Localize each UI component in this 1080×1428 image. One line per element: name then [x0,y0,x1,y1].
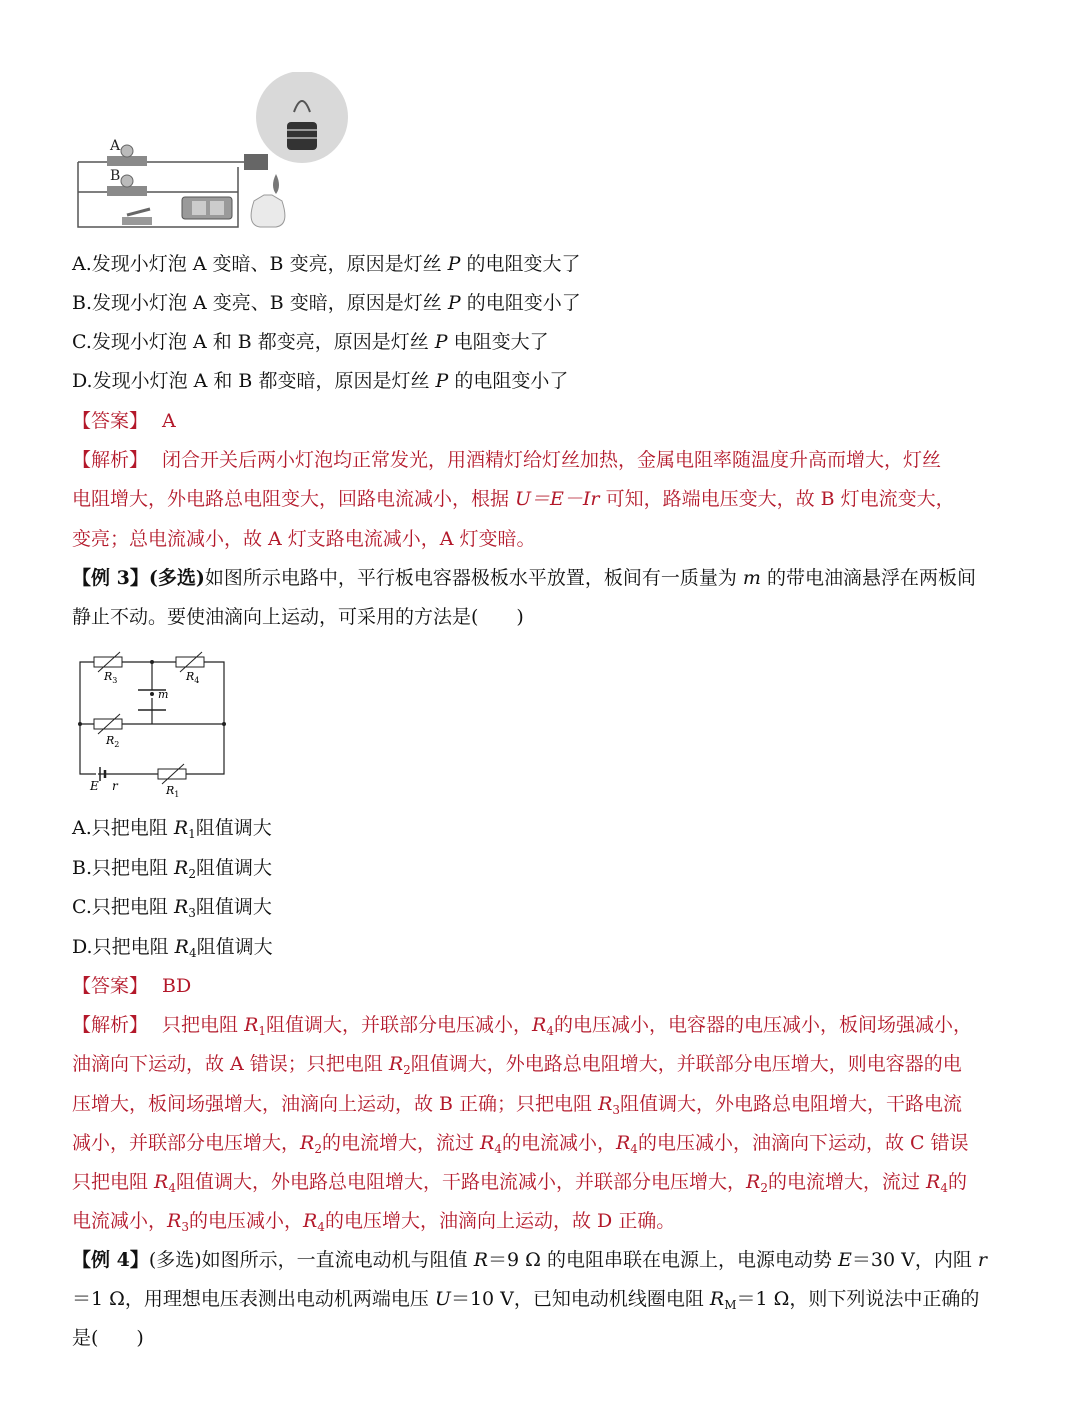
var-r: R [598,1093,613,1115]
subscript: 2 [314,1142,322,1156]
option-text: 的电阻变大了 [460,253,581,275]
option-text: C.发现小灯泡 A 和 B 都变亮，原因是灯丝 [72,331,435,353]
q2-analysis-line-2 [72,487,955,511]
example-tag: 【例 3】 [72,567,149,589]
answer-tag: 【答案】 [72,410,149,432]
q3-option-b [72,856,272,880]
filament-holder-icon [244,154,268,170]
battery-icon [182,197,232,219]
subscript: 1 [258,1024,267,1038]
option-text: 的电阻变小了 [448,370,569,392]
lamp-a-label: A [110,138,121,154]
analysis-text: 电流减小， [72,1210,168,1232]
option-text: 阻值调大 [195,896,272,918]
question-text: 是( ) [72,1327,144,1349]
var-r: R [300,1132,315,1154]
q2-option-c [72,330,549,354]
var-r: R [244,1014,259,1036]
analysis-text: 压增大，板间场强增大，油滴向上运动，故 B 正确；只把电阻 [72,1093,599,1115]
subscript: 4 [168,1181,176,1195]
option-text: 阻值调大 [196,936,273,958]
analysis-text: 的电流增大，流过 [321,1132,481,1154]
analysis-text: 的电流减小， [501,1132,616,1154]
question-text: 如图所示电路中，平行板电容器极板水平放置，板间有一质量为 [204,567,743,589]
var-r: R [532,1014,547,1036]
q3-option-c [72,895,272,919]
q3-option-d [72,935,273,959]
example-tag: 【例 4】 [72,1249,149,1271]
internal-r-label: r [112,779,118,793]
subscript: 3 [188,906,196,920]
subscript: 4 [188,946,197,960]
resistor-r1 [158,769,186,779]
q3-option-a [72,816,272,840]
subscript: 3 [612,1103,621,1117]
var-p: P [435,370,449,392]
subscript: 3 [181,1220,189,1234]
option-text: 阻值调大 [196,857,273,879]
q3-analysis-line-2 [72,1052,962,1076]
analysis-text: 阻值调大，外电路总电阻增大，干路电流 [620,1093,963,1115]
var-r: R [173,896,189,918]
q3-analysis-line-4 [72,1131,969,1155]
q3-title-line-2 [72,605,524,629]
var-r: R [167,1210,182,1232]
filament-circuit-figure [72,72,362,232]
analysis-text: 只把电阻 [162,1014,245,1036]
var-p: P [447,292,461,314]
q3-answer [72,974,191,998]
subscript: 4 [317,1220,325,1234]
option-text: 电阻变大了 [447,331,549,353]
analysis-text: 可知，路端电压变大，故 B 灯电流变大， [599,488,955,510]
analysis-tag: 【解析】 [72,1014,149,1036]
question-text: ＝10 V，已知电动机线圈电阻 [450,1288,710,1310]
answer-tag: 【答案】 [72,975,149,997]
subscript: 1 [188,827,196,841]
var-m: m [742,567,761,589]
analysis-text: 阻值调大，外电路总电阻增大，并联部分电压增大，则电容器的电 [410,1053,962,1075]
var-r: R [174,936,189,958]
option-text: 的电阻变小了 [460,292,581,314]
q3-analysis-line-5 [72,1170,967,1194]
option-text: D.只把电阻 [72,936,175,958]
q3-analysis-line-1 [72,1013,972,1037]
r3-label: $R_3$ [104,670,118,685]
answer-value: BD [162,975,192,997]
oil-drop-dot [150,692,154,696]
subscript: 2 [403,1063,411,1077]
question-text: ＝9 Ω 的电阻串联在电源上，电源电动势 [488,1249,838,1271]
analysis-text: 的电压减小，电容器的电压减小，板间场强减小， [553,1014,972,1036]
r2-label: $R_2$ [106,734,120,749]
analysis-text: 的电压减小，油滴向下运动，故 C 错误 [637,1132,969,1154]
var-u: U [434,1288,451,1310]
var-r: R [154,1171,169,1193]
subscript: 4 [940,1181,948,1195]
q3-analysis-line-6 [72,1209,675,1233]
analysis-text: 减小，并联部分电压增大， [72,1132,301,1154]
analysis-text: 的电压减小， [188,1210,303,1232]
q4-title-line-1 [72,1248,987,1272]
q2-option-a [72,252,580,276]
option-text: A.发现小灯泡 A 变暗、B 变亮，原因是灯丝 [72,253,448,275]
analysis-text: 阻值调大，外电路总电阻增大，干路电流减小，并联部分电压增大， [176,1171,747,1193]
resistor-r3 [94,657,122,667]
q3-title-line-1 [72,566,976,590]
analysis-text: 的电压增大，油滴向上运动，故 D 正确。 [324,1210,676,1232]
var-r: R [709,1288,725,1310]
analysis-tag: 【解析】 [72,449,149,471]
var-r: R [615,1132,631,1154]
q2-analysis-line-3 [72,527,536,551]
analysis-text: 的电流增大，流过 [767,1171,927,1193]
analysis-text: 阻值调大，并联部分电压减小， [266,1014,533,1036]
oil-drop-label: m [158,688,169,701]
lamp-b-icon [121,175,133,187]
resistor-r4 [176,657,204,667]
resistor-r2 [94,719,122,729]
question-text: 的带电油滴悬浮在两板间 [760,567,976,589]
analysis-text: 油滴向下运动，故 A 错误；只把电阻 [72,1053,389,1075]
subscript: 4 [630,1142,638,1156]
var-r: R [174,857,189,879]
subscript: 4 [494,1142,502,1156]
capacitor-circuit-figure [72,650,232,800]
analysis-text: 只把电阻 [72,1171,155,1193]
question-text: (多选)如图所示，一直流电动机与阻值 [148,1249,474,1271]
r1-label: $R_1$ [166,784,180,799]
alcohol-lamp-icon [251,195,285,227]
subscript: 2 [188,867,196,881]
var-r: R [746,1171,761,1193]
option-text: B.只把电阻 [72,857,175,879]
lamp-a-icon [121,145,133,157]
multi-select-tag: (多选) [148,567,205,589]
formula: U＝E－Ir [515,488,600,510]
subscript: 4 [546,1024,554,1038]
switch-icon [122,217,152,225]
option-text: D.发现小灯泡 A 和 B 都变暗，原因是灯丝 [72,370,436,392]
analysis-text: 闭合开关后两小灯泡均正常发光，用酒精灯给灯丝加热，金属电阻率随温度升高而增大，灯丝 [162,449,942,471]
q4-title-line-2 [72,1287,979,1311]
q2-option-b [72,291,581,315]
var-r: R [926,1171,941,1193]
r4-label: $R_4$ [186,670,200,685]
var-r: R [473,1249,489,1271]
var-p: P [447,253,461,275]
question-text: ＝1 Ω，则下列说法中正确的 [736,1288,980,1310]
var-r: R [302,1210,318,1232]
analysis-text: 变亮；总电流减小，故 A 灯支路电流减小，A 灯变暗。 [72,528,536,550]
bulb-socket-icon [287,122,317,150]
subscript: 2 [760,1181,768,1195]
q2-answer [72,409,176,433]
var-r: R [480,1132,495,1154]
q2-option-d [72,369,568,393]
q2-analysis-line-1 [72,448,941,472]
question-text: ＝30 V，内阻 [851,1249,978,1271]
var-small-r: r [977,1249,987,1271]
question-text: ＝1 Ω，用理想电压表测出电动机两端电压 [72,1288,435,1310]
var-e: E [838,1249,852,1271]
option-text: 阻值调大 [195,817,272,839]
option-text: C.只把电阻 [72,896,174,918]
subscript: M [724,1298,737,1312]
var-r: R [173,817,189,839]
question-text: 静止不动。要使油滴向上运动，可采用的方法是( ) [72,606,524,628]
answer-value: A [162,410,176,432]
q4-title-line-3 [72,1326,144,1350]
option-text: A.只把电阻 [72,817,174,839]
var-p: P [434,331,448,353]
analysis-text: 的 [947,1171,967,1193]
option-text: B.发现小灯泡 A 变亮、B 变暗，原因是灯丝 [72,292,448,314]
emf-label: E [90,779,99,793]
lamp-b-label: B [110,168,121,184]
var-r: R [388,1053,404,1075]
q3-analysis-line-3 [72,1092,962,1116]
analysis-text: 电阻增大，外电路总电阻变大，回路电流减小，根据 [72,488,516,510]
flame-icon [273,174,279,194]
